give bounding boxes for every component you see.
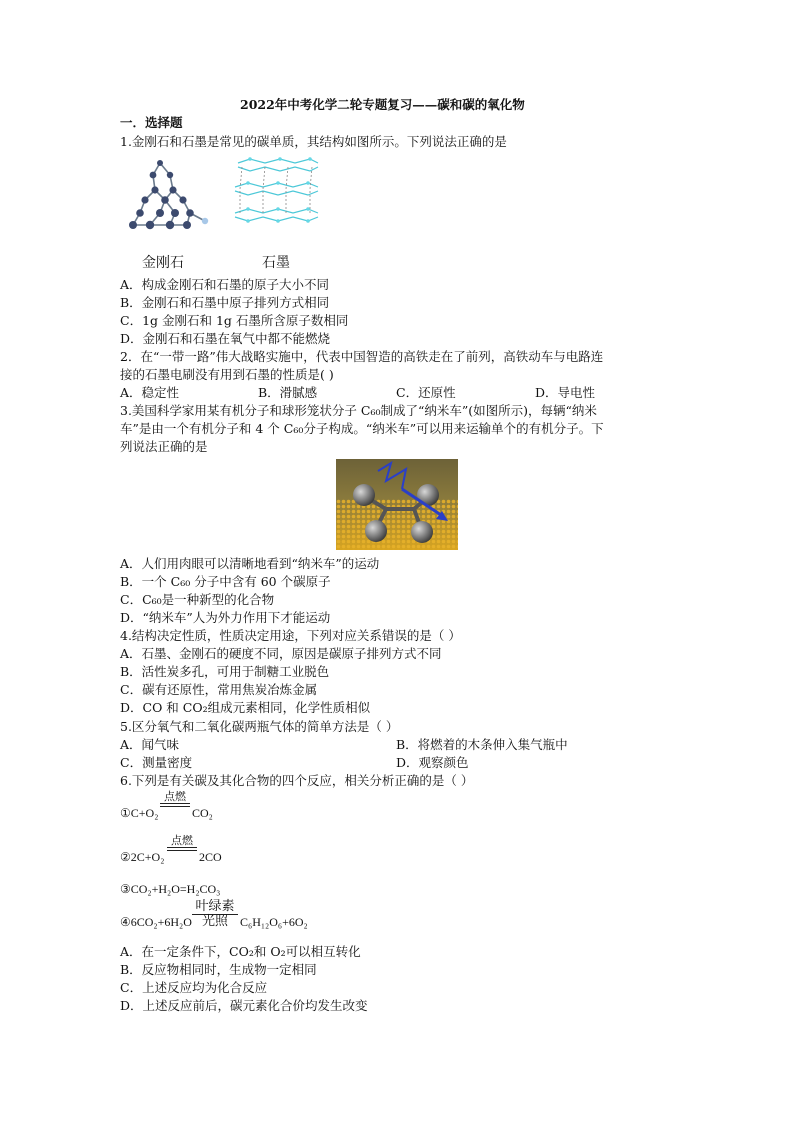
- q1-stem: 1.金刚石和石墨是常见的碳单质，其结构如图所示。下列说法正确的是: [120, 134, 507, 149]
- diamond-structure-image: [125, 155, 215, 235]
- reaction-4-condition-top: 叶绿素: [195, 899, 235, 914]
- q4-option-b: B．活性炭多孔，可用于制糖工业脱色: [120, 664, 330, 679]
- reaction-4-reactants: ④6CO₂+6H₂O: [120, 915, 192, 929]
- q5-option-c: C．测量密度: [120, 755, 193, 770]
- reaction-1-condition: [160, 791, 190, 807]
- reaction-2-condition: [167, 835, 197, 851]
- graphite-label: 石墨: [262, 255, 290, 271]
- q4-stem: 4.结构决定性质，性质决定用途，下列对应关系错误的是（ ）: [120, 628, 461, 643]
- q3-option-b: B．一个 C₆₀ 分子中含有 60 个碳原子: [120, 574, 331, 589]
- q2-option-a: A．稳定性: [120, 385, 180, 400]
- q6-option-d: D．上述反应前后，碳元素化合价均发生改变: [120, 998, 368, 1013]
- q1-option-c: C．1g 金刚石和 1g 石墨所含原子数相同: [120, 313, 349, 328]
- q2-option-c: C．还原性: [396, 385, 456, 400]
- nanocar-image: [336, 459, 458, 550]
- page-title: 2022年中考化学二轮专题复习——碳和碳的氧化物: [240, 97, 525, 112]
- q5-option-b: B．将燃着的木条伸入集气瓶中: [396, 737, 568, 752]
- q5-option-a: A．闻气味: [120, 737, 180, 752]
- q3-stem-line3: 列说法正确的是: [120, 439, 208, 454]
- q3-option-a: A．人们用肉眼可以清晰地看到“纳米车”的运动: [120, 556, 380, 571]
- reaction-4-condition: [192, 900, 238, 929]
- equals-sign: [160, 803, 190, 807]
- reaction-4-products: C₆H₁₂O₆+6O₂: [240, 915, 308, 929]
- q6-option-c: C．上述反应均为化合反应: [120, 980, 268, 995]
- q4-option-a: A．石墨、金刚石的硬度不同，原因是碳原子排列方式不同: [120, 646, 442, 661]
- q1-option-a: A．构成金刚石和石墨的原子大小不同: [120, 277, 330, 292]
- q3-option-d: D．“纳米车”人为外力作用下才能运动: [120, 610, 331, 625]
- reaction-4-condition-bottom: 光照: [201, 914, 228, 929]
- diamond-label: 金刚石: [142, 255, 184, 271]
- section-heading: 一．选择题: [120, 115, 183, 130]
- q2-option-b: B．滑腻感: [258, 385, 318, 400]
- q5-option-d: D．观察颜色: [396, 755, 469, 770]
- reaction-1-condition-label: 点燃: [164, 790, 186, 803]
- q3-stem-line2: 车”是由一个有机分子和 4 个 C₆₀分子构成。“纳米车”可以用来运输单个的有机分子。下: [120, 421, 604, 436]
- q2-stem-line2: 接的石墨电刷没有用到石墨的性质是( ): [120, 367, 334, 382]
- reaction-2-products: 2CO: [199, 850, 222, 864]
- reaction-1-reactants: ①C+O₂: [120, 806, 159, 820]
- q1-option-d: D．金刚石和石墨在氧气中都不能燃烧: [120, 331, 331, 346]
- q4-option-d: D．CO 和 CO₂组成元素相同，化学性质相似: [120, 700, 371, 715]
- q1-option-b: B．金刚石和石墨中原子排列方式相同: [120, 295, 330, 310]
- reaction-3: ③CO₂+H₂O=H₂CO₃: [120, 882, 221, 896]
- reaction-1-products: CO₂: [192, 806, 213, 820]
- reaction-2-condition-label: 点燃: [171, 834, 193, 847]
- q2-option-d: D．导电性: [535, 385, 596, 400]
- q3-option-c: C．C₆₀是一种新型的化合物: [120, 592, 275, 607]
- equals-sign: [167, 847, 197, 851]
- graphite-structure-image: [230, 155, 325, 235]
- q3-stem-line1: 3.美国科学家用某有机分子和球形笼状分子 C₆₀制成了“纳米车”(如图所示)，每辆“纳米: [120, 403, 597, 418]
- q5-stem: 5.区分氧气和二氧化碳两瓶气体的简单方法是（ ）: [120, 719, 399, 734]
- q4-option-c: C．碳有还原性，常用焦炭冶炼金属: [120, 682, 318, 697]
- q6-stem: 6.下列是有关碳及其化合物的四个反应，相关分析正确的是（ ）: [120, 773, 474, 788]
- q6-option-b: B．反应物相同时，生成物一定相同: [120, 962, 317, 977]
- reaction-2-reactants: ②2C+O₂: [120, 850, 165, 864]
- q2-stem-line1: 2．在“一带一路”伟大战略实施中，代表中国智造的高铁走在了前列，高铁动车与电路连: [120, 349, 604, 364]
- q6-option-a: A．在一定条件下，CO₂和 O₂可以相互转化: [120, 944, 361, 959]
